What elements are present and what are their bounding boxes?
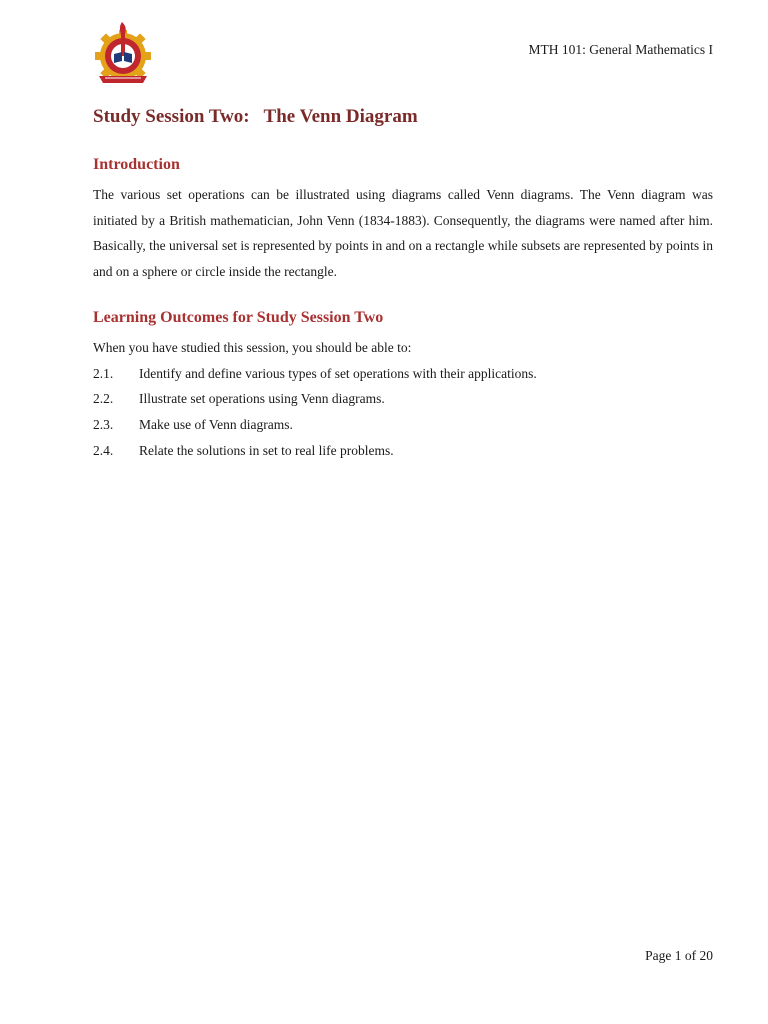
introduction-heading: Introduction [93, 156, 180, 173]
list-item [93, 361, 713, 387]
list-item [93, 438, 713, 464]
page-number: Page 1 of 20 [645, 948, 713, 963]
learning-outcomes-heading: Learning Outcomes for Study Session Two [93, 308, 384, 326]
list-item-text: Make use of Venn diagrams. [139, 416, 293, 432]
list-item-number: 2.1. [93, 365, 114, 381]
page-title: Study Session Two: The Venn Diagram [93, 106, 418, 127]
list-item [93, 412, 713, 438]
list-item-number: 2.2. [93, 391, 114, 407]
running-header: MTH 101: General Mathematics I [528, 42, 713, 57]
list-item-number: 2.4. [93, 442, 114, 458]
page-body [93, 104, 713, 463]
learning-outcomes-list [93, 361, 713, 464]
learning-outcomes-lead: When you have studied this session, you should be able to: [93, 339, 412, 355]
list-item-text: Identify and define various types of set operations with their applications. [139, 365, 537, 381]
list-item-text: Relate the solutions in set to real life problems. [139, 442, 394, 458]
list-item-number: 2.3. [93, 416, 114, 432]
introduction-paragraph: The various set operations can be illustrated using diagrams called Venn diagrams. The Venn diagram was initiated by a British mathematician, John Venn (1834-1883). Consequently, the diagrams were named after him. Basically, the universal set is represented by points in and on a rectangle while subsets are represented by points in and on a sphere or circle inside the rectangle. [93, 187, 713, 280]
list-item [93, 386, 713, 412]
university-crest-icon [91, 20, 155, 90]
list-item-text: Illustrate set operations using Venn diagrams. [139, 391, 385, 407]
